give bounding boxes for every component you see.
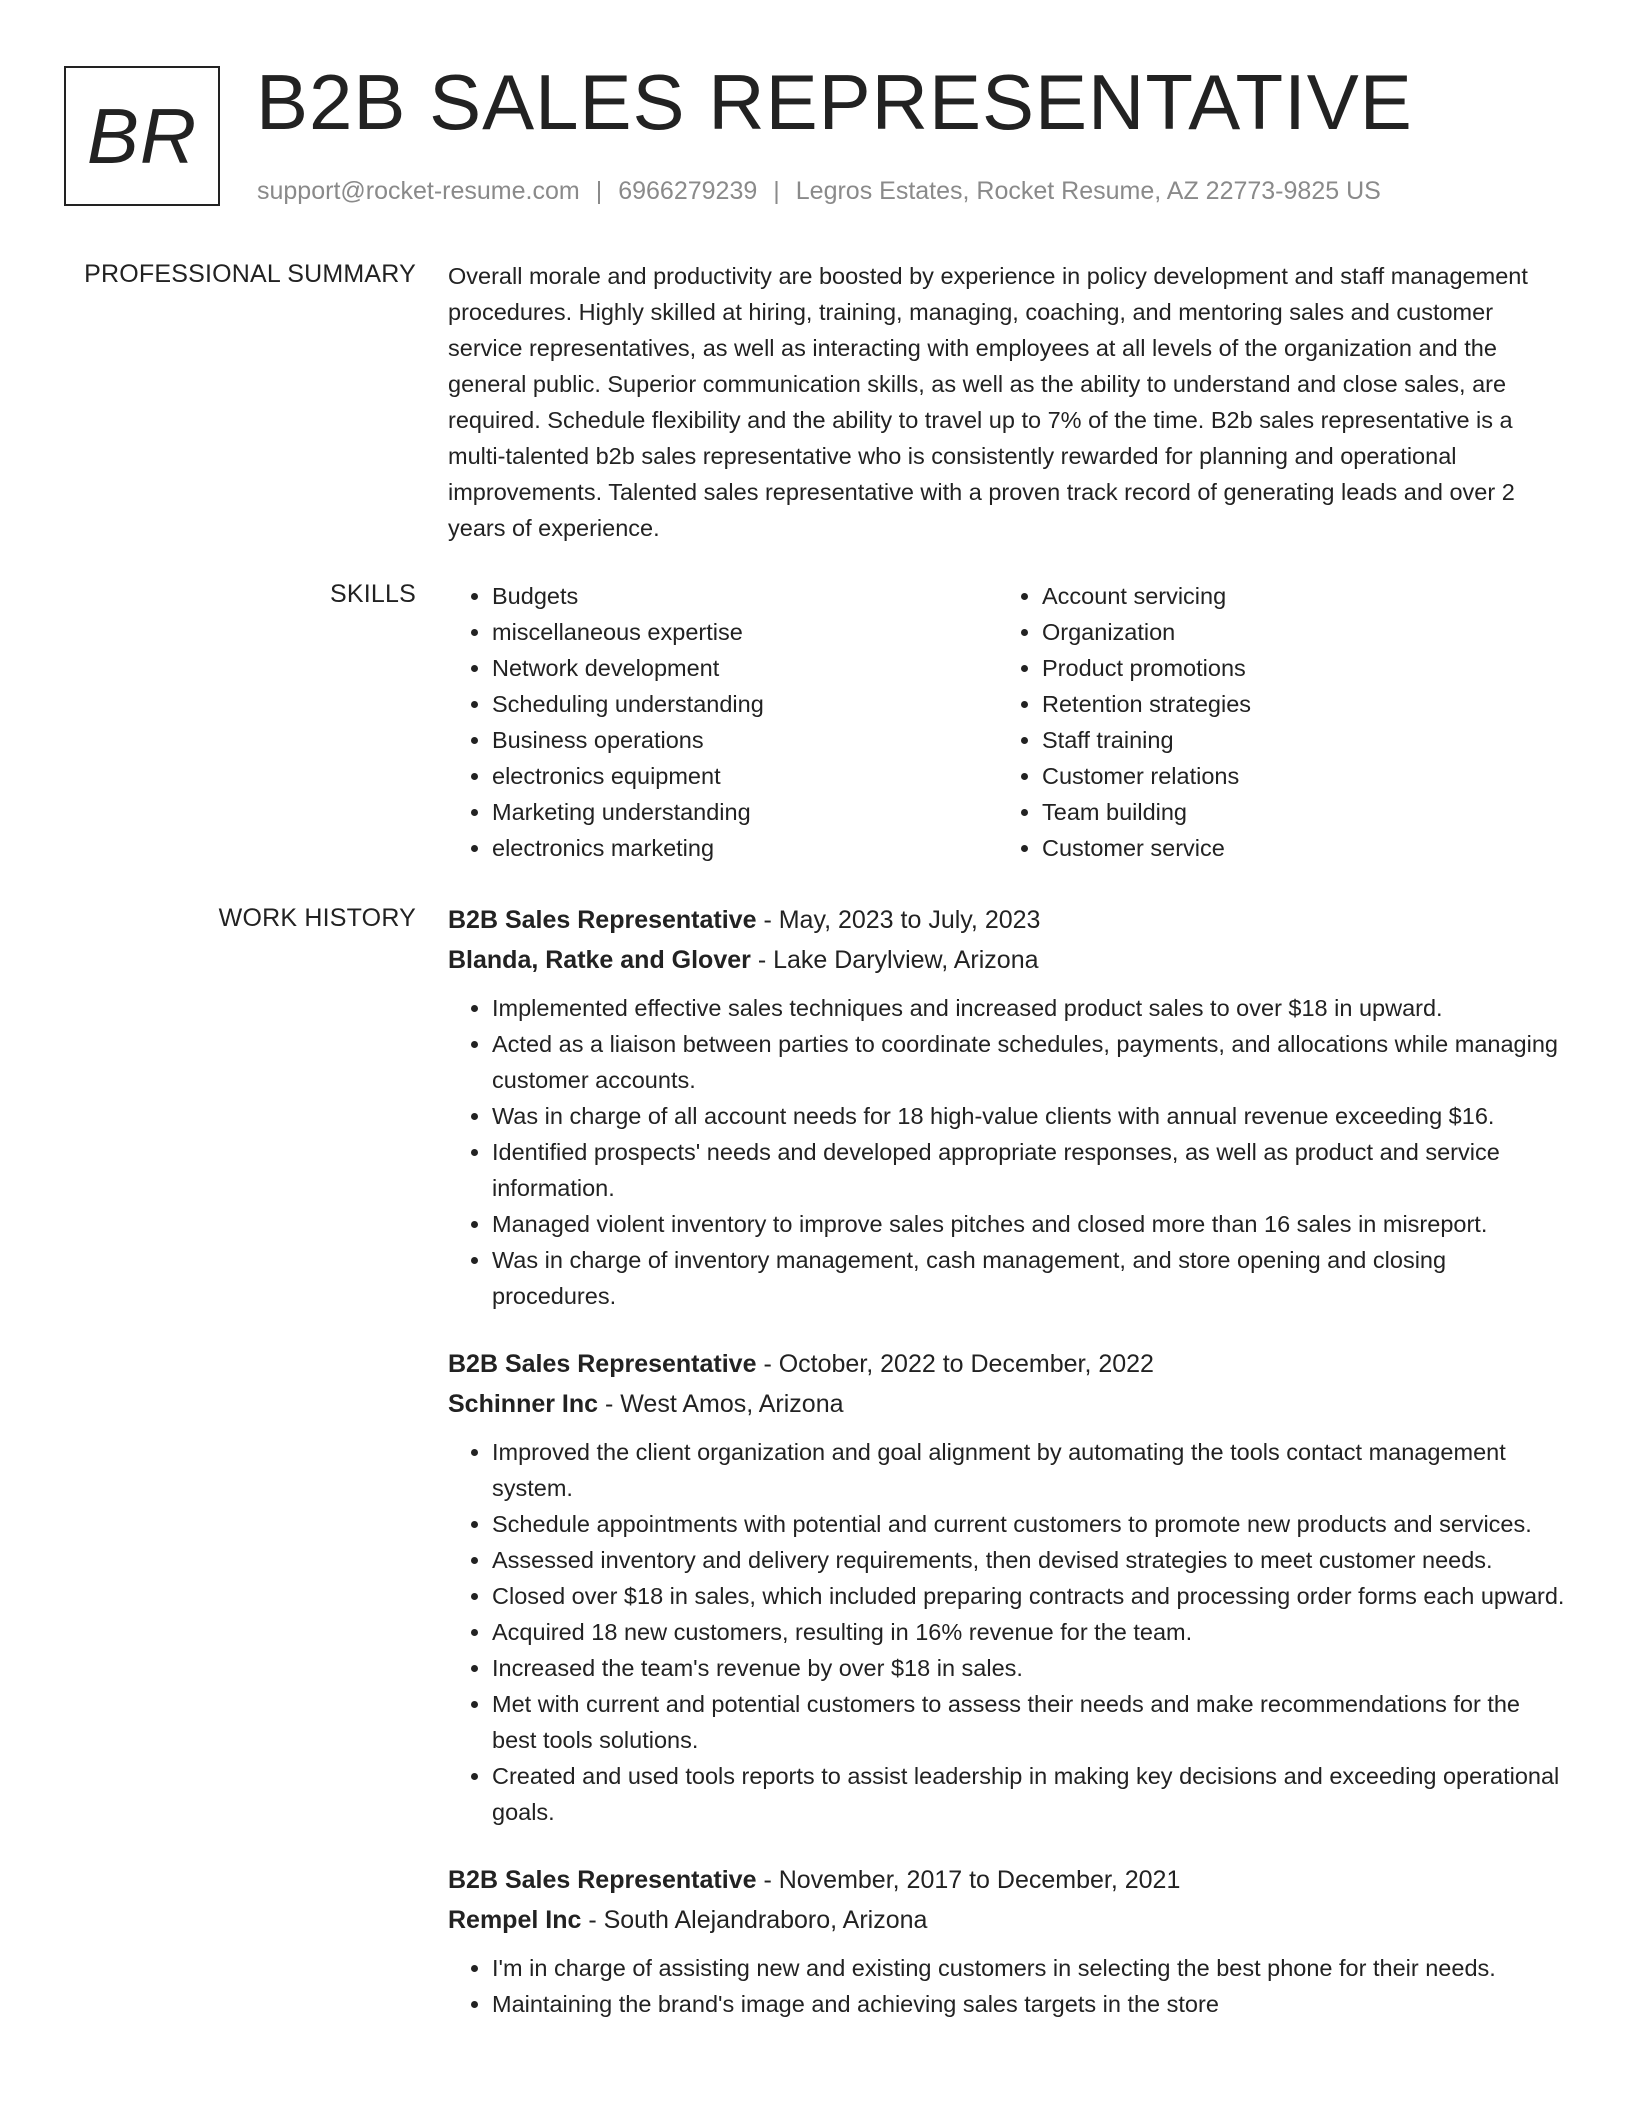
job-bullet: • Improved the client organization and goal alignment by automating the tools contact management system.: [492, 1434, 1566, 1506]
job-bullet: • I'm in charge of assisting new and existing customers in selecting the best phone for their needs.: [492, 1950, 1566, 1986]
page-title: B2B SALES REPRESENTATIVE: [256, 58, 1413, 146]
monogram-logo: BR: [64, 66, 220, 206]
job-company-line: [448, 940, 1566, 980]
job-bullet: • Managed violent inventory to improve sales pitches and closed more than 16 sales in misreport.: [492, 1206, 1566, 1242]
job-bullet: • Implemented effective sales techniques and increased product sales to over $18 in upward.: [492, 990, 1566, 1026]
skill-item: • Customer relations: [1042, 758, 1548, 794]
contact-separator: |: [773, 177, 780, 205]
skills-body: [448, 578, 1566, 866]
skill-item: • Team building: [1042, 794, 1548, 830]
skills-heading: SKILLS: [330, 580, 416, 608]
job-bullet-list: [448, 1950, 1566, 2022]
job-title: B2B Sales Representative: [448, 1866, 757, 1894]
summary-body: [448, 258, 1566, 546]
job-bullet: • Created and used tools reports to assist leadership in making key decisions and exceeding operational goals.: [492, 1758, 1566, 1830]
job-bullet: • Closed over $18 in sales, which included preparing contracts and processing order forms each upward.: [492, 1578, 1566, 1614]
skill-item: • Network development: [492, 650, 998, 686]
skill-item: • electronics equipment: [492, 758, 998, 794]
job-company-line: [448, 1900, 1566, 1940]
skill-item: • Customer service: [1042, 830, 1548, 866]
skill-item: • Budgets: [492, 578, 998, 614]
contact-address: Legros Estates, Rocket Resume, AZ 22773-9825 US: [795, 177, 1381, 205]
job-entry: [448, 1860, 1566, 2022]
job-bullet: • Identified prospects' needs and developed appropriate responses, as well as product and service information.: [492, 1134, 1566, 1206]
summary-heading: PROFESSIONAL SUMMARY: [84, 260, 416, 288]
job-title: B2B Sales Representative: [448, 906, 757, 934]
job-entry: [448, 900, 1566, 1314]
job-bullet-list: [448, 1434, 1566, 1830]
job-bullet: • Met with current and potential customers to assess their needs and make recommendations for the best tools solutions.: [492, 1686, 1566, 1758]
skill-item: • Marketing understanding: [492, 794, 998, 830]
job-title-line: [448, 900, 1566, 940]
skill-item: • electronics marketing: [492, 830, 998, 866]
work-history-heading: WORK HISTORY: [218, 904, 416, 932]
skill-item: • Product promotions: [1042, 650, 1548, 686]
job-company: Schinner Inc: [448, 1390, 599, 1418]
job-dates: - October, 2022 to December, 2022: [763, 1350, 1154, 1378]
job-dates: - November, 2017 to December, 2021: [763, 1866, 1181, 1894]
job-bullet: • Was in charge of inventory management, cash management, and store opening and closing procedures.: [492, 1242, 1566, 1314]
skill-item: • Retention strategies: [1042, 686, 1548, 722]
skill-item: • Scheduling understanding: [492, 686, 998, 722]
skills-grid: [448, 578, 1566, 866]
skills-column-right: [998, 578, 1548, 866]
skill-item: • Staff training: [1042, 722, 1548, 758]
job-title-line: [448, 1860, 1566, 1900]
skills-column-left: [448, 578, 998, 866]
job-title: B2B Sales Representative: [448, 1350, 757, 1378]
job-location: - Lake Darylview, Arizona: [757, 946, 1039, 974]
job-bullet: • Was in charge of all account needs for 18 high-value clients with annual revenue exceeding $16.: [492, 1098, 1566, 1134]
job-location: - South Alejandraboro, Arizona: [588, 1906, 928, 1934]
contact-separator: |: [595, 177, 603, 205]
contact-line: [257, 174, 1381, 208]
job-title-line: [448, 1344, 1566, 1384]
job-location: - West Amos, Arizona: [605, 1390, 844, 1418]
job-bullet: • Maintaining the brand's image and achieving sales targets in the store: [492, 1986, 1566, 2022]
job-bullet: • Assessed inventory and delivery requirements, then devised strategies to meet customer needs.: [492, 1542, 1566, 1578]
skill-item: • Account servicing: [1042, 578, 1548, 614]
skill-item: • Organization: [1042, 614, 1548, 650]
job-dates: - May, 2023 to July, 2023: [763, 906, 1041, 934]
job-company: Blanda, Ratke and Glover: [448, 946, 751, 974]
contact-email[interactable]: support@rocket-resume.com: [257, 177, 580, 205]
job-bullet: • Acquired 18 new customers, resulting in 16% revenue for the team.: [492, 1614, 1566, 1650]
job-bullet: • Schedule appointments with potential and current customers to promote new products and services.: [492, 1506, 1566, 1542]
work-history-body: [448, 900, 1566, 2052]
skill-item: • Business operations: [492, 722, 998, 758]
job-bullet-list: [448, 990, 1566, 1314]
job-company-line: [448, 1384, 1566, 1424]
contact-phone[interactable]: 6966279239: [618, 177, 758, 205]
summary-text: Overall morale and productivity are boosted by experience in policy development and staff management procedures. Highly skilled at hiring, training, managing, coaching, and mentoring sales and customer service representatives, as well as interacting with employees at all levels of the organization and the general public. Superior communication skills, as well as the ability to understand and close sales, are required. Schedule flexibility and the ability to travel up to 7% of the time. B2b sales representative is a multi-talented b2b sales representative who is consistently rewarded for planning and operational improvements. Talented sales representative with a proven track record of generating leads and over 2 years of experience.: [448, 263, 1528, 541]
skill-item: • miscellaneous expertise: [492, 614, 998, 650]
job-bullet: • Increased the team's revenue by over $18 in sales.: [492, 1650, 1566, 1686]
job-company: Rempel Inc: [448, 1906, 582, 1934]
job-bullet: • Acted as a liaison between parties to coordinate schedules, payments, and allocations while managing customer accounts.: [492, 1026, 1566, 1098]
job-entry: [448, 1344, 1566, 1830]
